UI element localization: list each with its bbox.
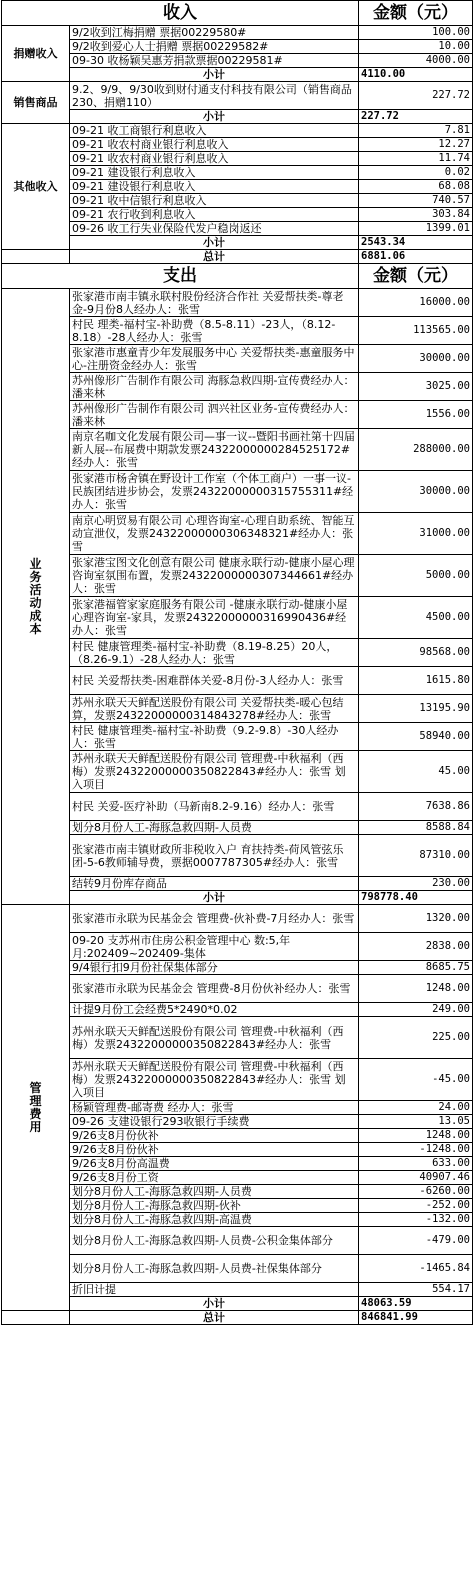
total-spacer (2, 1311, 70, 1325)
table-row (2, 208, 473, 222)
table-row (2, 975, 473, 1003)
row-amount: 16000.00 (359, 289, 473, 317)
category-char: 成 (29, 608, 42, 623)
table-row (2, 905, 473, 933)
table-row (2, 1255, 473, 1283)
table-row (2, 877, 473, 891)
row-description: 张家港市南丰镇永联村股份经济合作社 关爱帮扶类-尊老金-9月份8人经办人：张雪 (70, 289, 359, 317)
row-amount: 12.27 (359, 138, 473, 152)
row-description: 南京心明贸易有限公司 心理咨询室-心理自助系统、智能互动宣泄仪，发票24322000000306348321#经办人：张雪 (70, 513, 359, 555)
subtotal-row (2, 110, 473, 124)
row-amount: 100.00 (359, 26, 473, 40)
row-amount: 30000.00 (359, 345, 473, 373)
table-row (2, 793, 473, 821)
subtotal-row (2, 891, 473, 905)
table-row (2, 639, 473, 667)
row-description: 09-26 收工行失业保险代发户稳岗返还 (70, 222, 359, 236)
row-description: 南京名咖文化发展有限公司—事一议--暨阳书画社第十四届新人展--布展费中期款发票24322000000284525172#经办人：张雪 (70, 429, 359, 471)
row-amount: 13195.90 (359, 695, 473, 723)
category-char: 理 (29, 1093, 42, 1108)
table-row (2, 40, 473, 54)
table-row (2, 180, 473, 194)
row-amount: 8685.75 (359, 961, 473, 975)
row-description: 09-30 收杨颖吴惠芳捐款票据00229581# (70, 54, 359, 68)
row-amount: 10.00 (359, 40, 473, 54)
expense-section-title: 支出 (2, 264, 359, 289)
table-row (2, 1213, 473, 1227)
row-amount: 87310.00 (359, 835, 473, 877)
category-char: 本 (29, 621, 42, 636)
row-description: 计提9月份工会经费5*2490*0.02 (70, 1003, 359, 1017)
category-label (2, 289, 70, 905)
row-description: 9/26支8月份工资 (70, 1171, 359, 1185)
row-description: 9/2收到爱心人士捐赠 票据00229582# (70, 40, 359, 54)
row-amount: 30000.00 (359, 471, 473, 513)
row-amount: 7638.86 (359, 793, 473, 821)
subtotal-label: 小计 (70, 236, 359, 250)
row-description: 划分8月份人工-海豚急救四期-人员费-公积金集体部分 (70, 1227, 359, 1255)
category-label: 销售商品 (2, 82, 70, 124)
table-row (2, 373, 473, 401)
row-amount: -252.00 (359, 1199, 473, 1213)
row-amount: 4000.00 (359, 54, 473, 68)
subtotal-row (2, 1297, 473, 1311)
table-row (2, 1129, 473, 1143)
table-row (2, 471, 473, 513)
table-row (2, 124, 473, 138)
row-amount: 1248.00 (359, 975, 473, 1003)
expense-amount-header: 金额（元） (359, 264, 473, 289)
row-amount: -479.00 (359, 1227, 473, 1255)
table-row (2, 1283, 473, 1297)
row-amount: -132.00 (359, 1213, 473, 1227)
row-amount: 288000.00 (359, 429, 473, 471)
row-amount: 1556.00 (359, 401, 473, 429)
financial-statement-table (1, 0, 473, 1325)
row-description: 张家港宝图文化创意有限公司 健康永联行动-健康小屋心理咨询室氛围布置，发票24322000000307344661#经办人：张雪 (70, 555, 359, 597)
total-label: 总计 (70, 1311, 359, 1325)
category-char: 业 (29, 556, 42, 571)
income-section-title: 收入 (2, 1, 359, 26)
category-label: 捐赠收入 (2, 26, 70, 82)
table-row (2, 1157, 473, 1171)
table-row (2, 1185, 473, 1199)
category-char: 活 (29, 582, 42, 597)
statement-body (2, 1, 473, 1325)
table-row (2, 317, 473, 345)
table-row (2, 821, 473, 835)
row-amount: 7.81 (359, 124, 473, 138)
row-amount: 24.00 (359, 1101, 473, 1115)
row-amount: 2838.00 (359, 933, 473, 961)
table-row (2, 723, 473, 751)
row-description: 苏州像形广告制作有限公司 海豚急救四期-宣传费经办人：潘来林 (70, 373, 359, 401)
table-row (2, 751, 473, 793)
category-label: 其他收入 (2, 124, 70, 250)
row-description: 9.2、9/9、9/30收到财付通支付科技有限公司（销售商品230、捐赠110） (70, 82, 359, 110)
row-description: 张家港福管家家庭服务有限公司 -健康永联行动-健康小屋心理咨询室-家具，发票24322000000316990436#经办人：张雪 (70, 597, 359, 639)
subtotal-amount: 2543.34 (359, 236, 473, 250)
table-row (2, 82, 473, 110)
table-row (2, 429, 473, 471)
row-amount: 8588.84 (359, 821, 473, 835)
category-char: 务 (29, 569, 42, 584)
table-row (2, 933, 473, 961)
table-row (2, 289, 473, 317)
row-amount: -6260.00 (359, 1185, 473, 1199)
category-label (2, 905, 70, 1311)
row-amount: 45.00 (359, 751, 473, 793)
row-amount: 303.84 (359, 208, 473, 222)
total-spacer (2, 250, 70, 264)
row-amount: 554.17 (359, 1283, 473, 1297)
row-description: 结转9月份库存商品 (70, 877, 359, 891)
row-description: 张家港市永联为民基金会 管理费-伙补费-7月经办人：张雪 (70, 905, 359, 933)
table-row (2, 166, 473, 180)
table-row (2, 345, 473, 373)
table-row (2, 138, 473, 152)
row-description: 09-21 收工商银行利息收入 (70, 124, 359, 138)
total-row (2, 250, 473, 264)
table-row (2, 513, 473, 555)
category-char: 费 (29, 1106, 42, 1121)
subtotal-label: 小计 (70, 1297, 359, 1311)
table-row (2, 961, 473, 975)
row-amount: 68.08 (359, 180, 473, 194)
table-row (2, 1115, 473, 1129)
subtotal-amount: 798778.40 (359, 891, 473, 905)
row-amount: 3025.00 (359, 373, 473, 401)
row-description: 09-21 收农村商业银行利息收入 (70, 152, 359, 166)
table-row (2, 1003, 473, 1017)
total-row (2, 1311, 473, 1325)
row-description: 09-20 支苏州市住房公积金管理中心 数:5,年月:202409~202409-集体 (70, 933, 359, 961)
row-description: 村民 理类-福村宝-补助费（8.5-8.11）-23人，（8.12-8.18）-28人经办人：张雪 (70, 317, 359, 345)
row-amount: 0.02 (359, 166, 473, 180)
row-description: 张家港市南丰镇财政所非税收入户 育扶持类-荷风管弦乐团-5-6教师辅导费，票据0007787305#经办人：张雪 (70, 835, 359, 877)
expense-header-row (2, 264, 473, 289)
table-row (2, 695, 473, 723)
row-amount: 230.00 (359, 877, 473, 891)
row-description: 划分8月份人工-海豚急救四期-伙补 (70, 1199, 359, 1213)
row-amount: 225.00 (359, 1017, 473, 1059)
row-description: 苏州永联天天鲜配送股份有限公司 关爱帮扶类-暖心包结算，发票24322000000314843278#经办人：张雪 (70, 695, 359, 723)
row-amount: 98568.00 (359, 639, 473, 667)
row-amount: 11.74 (359, 152, 473, 166)
row-description: 划分8月份人工-海豚急救四期-人员费 (70, 821, 359, 835)
total-amount: 6881.06 (359, 250, 473, 264)
row-amount: -1465.84 (359, 1255, 473, 1283)
table-row (2, 54, 473, 68)
table-row (2, 1059, 473, 1101)
row-description: 09-21 建设银行利息收入 (70, 180, 359, 194)
table-row (2, 597, 473, 639)
row-amount: 1615.80 (359, 667, 473, 695)
row-description: 9/26支8月份伙补 (70, 1129, 359, 1143)
row-description: 划分8月份人工-海豚急救四期-高温费 (70, 1213, 359, 1227)
row-description: 9/26支8月份伙补 (70, 1143, 359, 1157)
row-description: 杨颖管理费-邮寄费 经办人：张雪 (70, 1101, 359, 1115)
row-amount: -45.00 (359, 1059, 473, 1101)
subtotal-amount: 227.72 (359, 110, 473, 124)
row-description: 村民 关爱帮扶类-困难群体关爱-8月份-3人经办人：张雪 (70, 667, 359, 695)
row-description: 9/4银行扣9月份社保集体部分 (70, 961, 359, 975)
row-amount: 40907.46 (359, 1171, 473, 1185)
row-description: 张家港市永联为民基金会 管理费-8月份伙补经办人：张雪 (70, 975, 359, 1003)
subtotal-amount: 4110.00 (359, 68, 473, 82)
table-row (2, 1171, 473, 1185)
row-amount: 113565.00 (359, 317, 473, 345)
row-description: 划分8月份人工-海豚急救四期-人员费-社保集体部分 (70, 1255, 359, 1283)
row-description: 09-21 收中信银行利息收入 (70, 194, 359, 208)
row-description: 折旧计提 (70, 1283, 359, 1297)
subtotal-label: 小计 (70, 68, 359, 82)
row-amount: 633.00 (359, 1157, 473, 1171)
table-row (2, 152, 473, 166)
row-description: 苏州永联天天鲜配送股份有限公司 管理费-中秋福利（西梅）发票24322000000350822843#经办人：张雪 划入项目 (70, 1059, 359, 1101)
row-amount: 249.00 (359, 1003, 473, 1017)
row-amount: 740.57 (359, 194, 473, 208)
row-amount: 1399.01 (359, 222, 473, 236)
table-row (2, 26, 473, 40)
total-amount: 846841.99 (359, 1311, 473, 1325)
table-row (2, 401, 473, 429)
category-char: 管 (29, 1080, 42, 1095)
category-char: 用 (29, 1119, 42, 1134)
table-row (2, 222, 473, 236)
row-description: 张家港市杨舍镇在野设计工作室（个体工商户）一事一议-民族团结进步协会，发票24322000000315755311#经办人：张雪 (70, 471, 359, 513)
income-amount-header: 金额（元） (359, 1, 473, 26)
income-header-row (2, 1, 473, 26)
table-row (2, 1101, 473, 1115)
row-description: 09-26 支建设银行293收银行手续费 (70, 1115, 359, 1129)
row-amount: 1248.00 (359, 1129, 473, 1143)
row-description: 苏州像形广告制作有限公司 泗兴社区业务-宣传费经办人：潘来林 (70, 401, 359, 429)
row-description: 苏州永联天天鲜配送股份有限公司 管理费-中秋福利（西梅）发票24322000000350822843#经办人：张雪 划入项目 (70, 751, 359, 793)
row-amount: 13.05 (359, 1115, 473, 1129)
total-label: 总计 (70, 250, 359, 264)
row-amount: 31000.00 (359, 513, 473, 555)
row-description: 09-21 农行收到利息收入 (70, 208, 359, 222)
table-row (2, 667, 473, 695)
row-amount: 227.72 (359, 82, 473, 110)
row-amount: 1320.00 (359, 905, 473, 933)
subtotal-row (2, 68, 473, 82)
row-description: 村民 健康管理类-福村宝-补助费（8.19-8.25）20人，（8.26-9.1）-28人经办人：张雪 (70, 639, 359, 667)
subtotal-label: 小计 (70, 891, 359, 905)
table-row (2, 835, 473, 877)
row-description: 张家港市惠童青少年发展服务中心 关爱帮扶类-惠童服务中心-注册资金经办人：张雪 (70, 345, 359, 373)
row-description: 09-21 建设银行利息收入 (70, 166, 359, 180)
table-row (2, 555, 473, 597)
table-row (2, 194, 473, 208)
row-description: 09-21 收农村商业银行利息收入 (70, 138, 359, 152)
row-amount: -1248.00 (359, 1143, 473, 1157)
subtotal-row (2, 236, 473, 250)
row-amount: 4500.00 (359, 597, 473, 639)
row-description: 苏州永联天天鲜配送股份有限公司 管理费-中秋福利（西梅）发票24322000000350822843#经办人：张雪 (70, 1017, 359, 1059)
table-row (2, 1143, 473, 1157)
row-description: 划分8月份人工-海豚急救四期-人员费 (70, 1185, 359, 1199)
row-description: 村民 健康管理类-福村宝-补助费（9.2-9.8）-30人经办人：张雪 (70, 723, 359, 751)
row-description: 9/26支8月份高温费 (70, 1157, 359, 1171)
row-description: 村民 关爱-医疗补助（马新南8.2-9.16）经办人：张雪 (70, 793, 359, 821)
row-amount: 58940.00 (359, 723, 473, 751)
subtotal-amount: 48063.59 (359, 1297, 473, 1311)
row-description: 9/2收到江梅捐赠 票据00229580# (70, 26, 359, 40)
table-row (2, 1017, 473, 1059)
subtotal-label: 小计 (70, 110, 359, 124)
category-char: 动 (29, 595, 42, 610)
table-row (2, 1227, 473, 1255)
table-row (2, 1199, 473, 1213)
row-amount: 5000.00 (359, 555, 473, 597)
